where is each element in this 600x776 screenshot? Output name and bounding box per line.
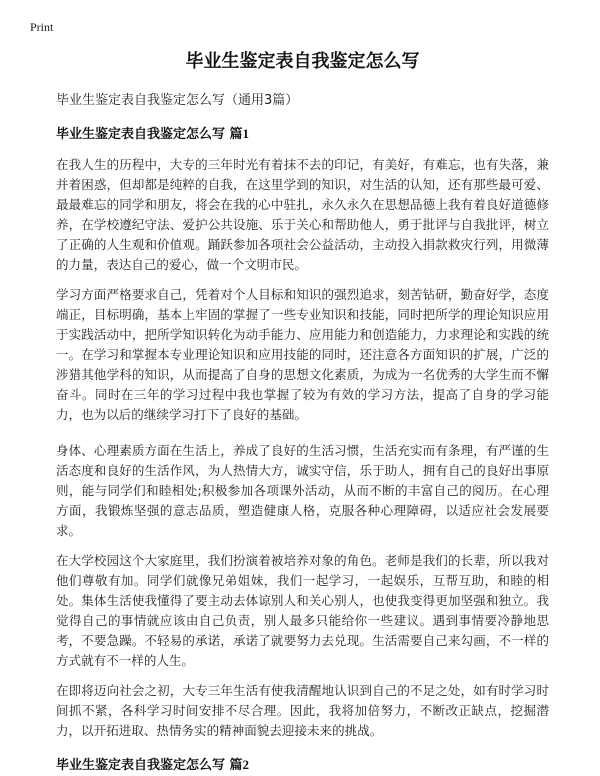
- section-heading-text: 毕业生鉴定表自我鉴定怎么写 篇: [56, 758, 243, 773]
- page-title: 毕业生鉴定表自我鉴定怎么写: [185, 51, 420, 72]
- section-heading-number: 2: [242, 757, 250, 772]
- section-heading-2: [56, 756, 549, 774]
- document-subtitle: 毕业生鉴定表自我鉴定怎么写（通用3篇）: [56, 93, 299, 108]
- section-heading-number: 1: [242, 126, 250, 141]
- paragraph: 在大学校园这个大家庭里，我们扮演着被培养对象的角色。老师是我们的长辈，所以我对他们尊敬有加。同学们就像兄弟姐妹，我们一起学习，一起娱乐，互帮互助，和睦的相处。集体生活使我懂得了要主动去体谅别人和关心别人，也使我变得更加坚强和独立。我觉得自己的事情就应该由自己负责，别人最多只能给你一些建议。遇到事情要冷静地思考，不要急躁。不轻易的承诺，承诺了就要努力去兑现。生活需要自己来勾画，不一样的方式就有不一样的人生。: [56, 553, 549, 668]
- section-heading-text: 毕业生鉴定表自我鉴定怎么写 篇: [56, 127, 243, 142]
- paragraph: 在我人生的历程中，大专的三年时光有着抹不去的印记，有美好，有难忘，也有失落，兼并着困惑，但却都是纯粹的自我，在这里学到的知识，对生活的认知，还有那些最可爱、最最难忘的同学和朋友，将会在我的心中驻扎，永久永久在思想品德上我有着良好道德修养，在学校遵纪守法、爱护公共设施、乐于关心和帮助他人，勇于批评与自我批评，树立了正确的人生观和价值观。踊跃参加各项社会公益活动，主动投入捐款救灾行列，用微薄的力量，表达自己的爱心，做一个文明市民。: [56, 157, 549, 272]
- print-link[interactable]: Print: [30, 20, 54, 34]
- section-heading-1: [56, 125, 549, 143]
- document-page: [56, 50, 549, 774]
- paragraph: 身体、心理素质方面在生活上，养成了良好的生活习惯，生活充实而有条理，有严谨的生活态度和良好的生活作风，为人热情大方，诚实守信，乐于助人，拥有自己的良好出事原则，能与同学们和睦相处;积极参加各项课外活动，从而不断的丰富自己的阅历。在心理方面，我锻炼坚强的意志品质，塑造健康人格，克服各种心理障碍，以适应社会发展要求。: [56, 443, 549, 538]
- paragraph: 学习方面严格要求自己，凭着对个人目标和知识的强烈追求，刻苦钻研，勤奋好学，态度端正，目标明确，基本上牢固的掌握了一些专业知识和技能，同时把所学的理论知识应用于实践活动中，把所学知识转化为动手能力、应用能力和创造能力，力求理论和实践的统一。在学习和掌握本专业理论知识和应用技能的同时，还注意各方面知识的扩展，广泛的涉猎其他学科的知识，从而提高了自身的思想文化素质，为成为一名优秀的大学生而不懈奋斗。同时在三年的学习过程中我也掌握了较为有效的学习方法，提高了自身的学习能力，也为以后的继续学习打下了良好的基础。: [56, 287, 549, 422]
- paragraph: 在即将迈向社会之初，大专三年生活有使我清醒地认识到自己的不足之处，如有时学习时间抓不紧，各科学习时间安排不尽合理。因此，我将加倍努力，不断改正缺点，挖掘潜力，以开拓进取、热情务实的精神面貌去迎接未来的挑战。: [56, 683, 549, 738]
